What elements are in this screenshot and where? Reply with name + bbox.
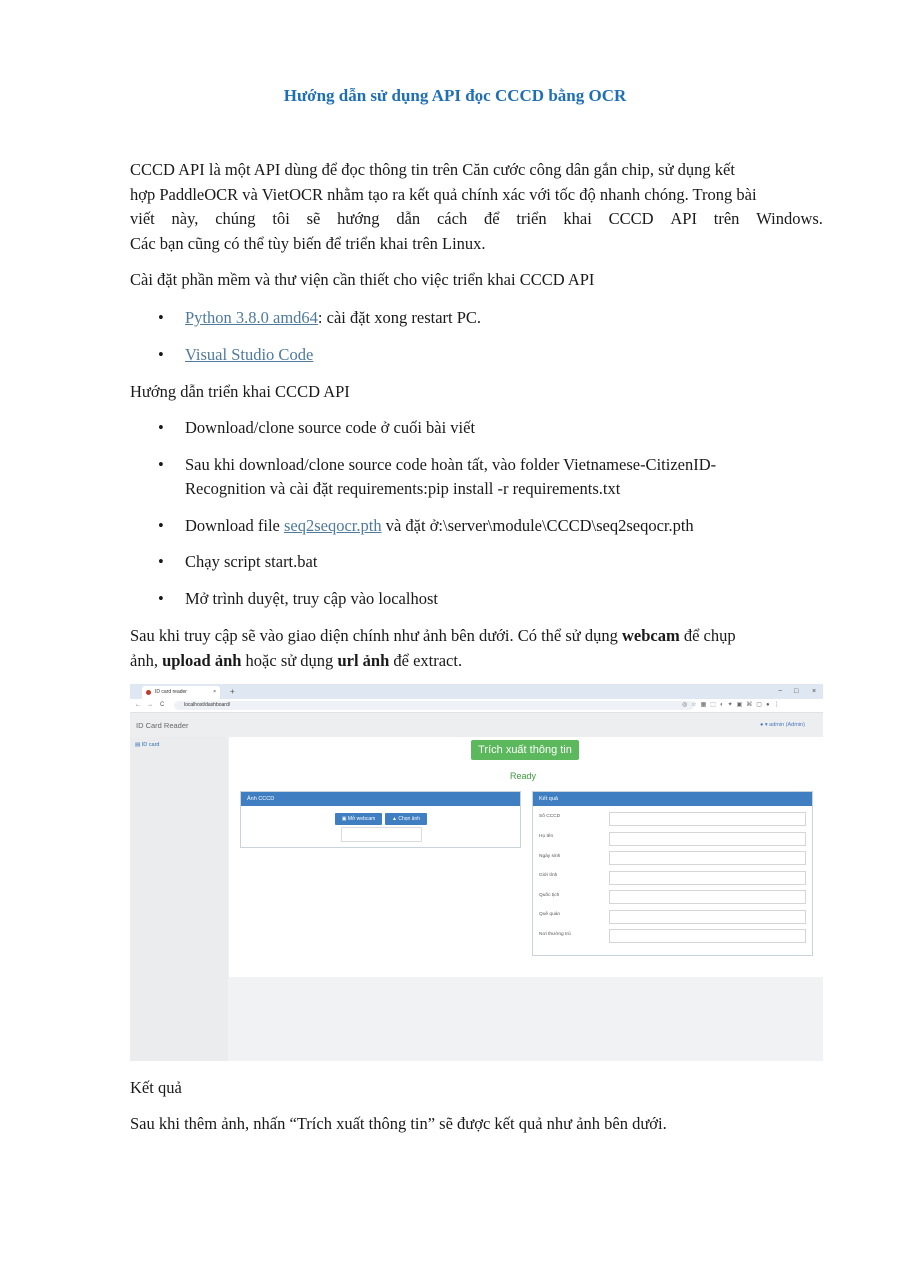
extract-button[interactable]: Trích xuất thông tin [471, 740, 579, 760]
deploy-item-2-line-2: Recognition và cài đặt requirements:pip install -r requirements.txt [185, 479, 621, 498]
field-label: Quê quán [539, 912, 561, 917]
tab-label: ID card reader [155, 689, 187, 695]
app-title[interactable]: ID Card Reader [136, 721, 189, 730]
field-label: Quốc tịch [539, 893, 560, 898]
document-title: Hướng dẫn sử dụng API đọc CCCD bằng OCR [283, 86, 627, 105]
deploy-item-2-line-1: Sau khi download/clone source code hoàn tất, vào folder Vietnamese-CitizenID- [185, 455, 717, 474]
vscode-link[interactable]: Visual Studio Code [185, 345, 314, 364]
reload-icon[interactable]: C [160, 702, 165, 708]
url-input[interactable]: localhost/dashboard/ [174, 701, 694, 710]
upload-icon: ▲ [391, 816, 399, 822]
after-text: hoặc sử dụng [241, 651, 338, 670]
toolbar-icons[interactable]: ◎☆▦⬚◐✦▣⌘▢●⋮ [682, 702, 784, 708]
bullet-dot: • [158, 455, 164, 474]
hometown-field[interactable] [609, 910, 806, 924]
after-text: để chụp [679, 626, 736, 645]
image-panel [240, 791, 521, 848]
result-panel [532, 791, 813, 956]
after-line-2 [130, 649, 823, 674]
deploy-item-3-post: và đặt ở:\server\module\CCCD\seq2seqocr.pth [381, 516, 694, 535]
intro-line-2: hợp PaddleOCR và VietOCR nhằm tạo ra kết quả chính xác với tốc độ nhanh chóng. Trong bài [130, 185, 757, 204]
deploy-item-5: Mở trình duyệt, truy cập vào localhost [185, 589, 438, 608]
bullet-dot: • [158, 516, 164, 535]
field-label: Giới tính [539, 873, 558, 878]
intro-word: API [670, 209, 697, 228]
install-heading: Cài đặt phần mềm và thư viện cần thiết cho việc triển khai CCCD API [130, 270, 595, 289]
sidebar-item-id-card[interactable] [135, 742, 159, 748]
after-line-1 [130, 624, 823, 649]
back-icon[interactable]: ← [135, 702, 141, 708]
intro-word: khai [563, 209, 592, 228]
main-content [229, 737, 823, 977]
deploy-item-3-pre: Download file [185, 516, 284, 535]
intro-word: Windows. [756, 209, 823, 228]
user-menu[interactable] [760, 722, 805, 728]
field-label: Nơi thường trú [539, 932, 571, 937]
install-item-python [185, 306, 823, 331]
browser-tab[interactable] [142, 686, 220, 699]
intro-word: viết [130, 209, 155, 228]
intro-word: hướng [337, 209, 380, 228]
result-heading: Kết quả [130, 1078, 182, 1097]
forward-icon[interactable]: → [147, 702, 153, 708]
sidebar [130, 737, 228, 1061]
intro-word: này, [171, 209, 199, 228]
bullet-dot: • [158, 308, 164, 327]
intro-word: trên [713, 209, 740, 228]
field-label: Ngày sinh [539, 854, 561, 859]
deploy-item-4: Chạy script start.bat [185, 552, 318, 571]
intro-word: sẽ [306, 209, 321, 228]
intro-word: chúng [215, 209, 256, 228]
nationality-field[interactable] [609, 890, 806, 904]
minimize-icon[interactable]: − [778, 688, 783, 695]
address-bar [130, 699, 823, 713]
app-header [130, 713, 823, 737]
id-card-icon: ▤ [135, 742, 142, 748]
intro-word: tôi [272, 209, 290, 228]
deploy-item-3 [185, 514, 823, 539]
camera-icon: ▣ [341, 816, 348, 822]
python-note: : cài đặt xong restart PC. [317, 308, 482, 327]
gender-field[interactable] [609, 871, 806, 885]
intro-word: dẫn [396, 209, 421, 228]
intro-word: CCCD [608, 209, 654, 228]
intro-line-1: CCCD API là một API dùng để đọc thông tin trên Căn cước công dân gắn chip, sử dụng kết [130, 160, 735, 179]
intro-line-4: Các bạn cũng có thể tùy biến để triển khai trên Linux. [130, 234, 486, 253]
field-label: Số CCCD [539, 814, 561, 819]
result-panel-title: Kết quả [533, 792, 812, 806]
after-text: để extract. [389, 651, 463, 670]
favicon-icon [146, 690, 151, 695]
birth-date-field[interactable] [609, 851, 806, 865]
seq2seq-link[interactable]: seq2seqocr.pth [283, 516, 382, 535]
choose-image-label: Chọn ảnh [398, 816, 421, 822]
url-bold: url ảnh [337, 651, 390, 670]
deploy-item-1: Download/clone source code ở cuối bài viết [185, 418, 476, 437]
webcam-button-label: Mở webcam [347, 816, 376, 822]
tab-close-icon[interactable]: × [213, 689, 216, 695]
python-link[interactable]: Python 3.8.0 amd64 [185, 308, 318, 327]
field-label: Họ tên [539, 834, 554, 839]
after-text: Sau khi truy cập sẽ vào giao diện chính như ảnh bên dưới. Có thể sử dụng [130, 626, 622, 645]
webcam-bold: webcam [621, 626, 680, 645]
id-number-field[interactable] [609, 812, 806, 826]
close-window-icon[interactable]: × [812, 688, 817, 695]
user-icon: ● [760, 722, 765, 728]
maximize-icon[interactable]: □ [794, 688, 799, 695]
after-text: ảnh, [130, 651, 163, 670]
choose-image-button[interactable] [385, 813, 427, 825]
bullet-dot: • [158, 552, 164, 571]
image-panel-title: Ảnh CCCD [241, 792, 520, 806]
webcam-button[interactable] [335, 813, 382, 825]
browser-tab-bar [130, 684, 823, 699]
intro-word: để [484, 209, 500, 228]
result-text: Sau khi thêm ảnh, nhấn “Trích xuất thông tin” sẽ được kết quả như ảnh bên dưới. [130, 1114, 667, 1133]
intro-line-3 [130, 207, 823, 232]
install-item-vscode [185, 343, 823, 368]
bullet-dot: • [158, 589, 164, 608]
user-label: ▾ admin (Admin) [764, 722, 805, 728]
bullet-dot: • [158, 345, 164, 364]
upload-bold: upload ảnh [162, 651, 242, 670]
app-screenshot [130, 684, 823, 1061]
intro-word: triển [516, 209, 547, 228]
sidebar-item-label: ID card [141, 742, 160, 748]
bullet-dot: • [158, 418, 164, 437]
deploy-heading: Hướng dẫn triển khai CCCD API [130, 382, 350, 401]
status-text: Ready [510, 771, 537, 781]
image-preview [341, 827, 422, 842]
residence-field[interactable] [609, 929, 806, 943]
new-tab-icon[interactable]: + [230, 687, 235, 696]
intro-word: cách [436, 209, 468, 228]
full-name-field[interactable] [609, 832, 806, 846]
